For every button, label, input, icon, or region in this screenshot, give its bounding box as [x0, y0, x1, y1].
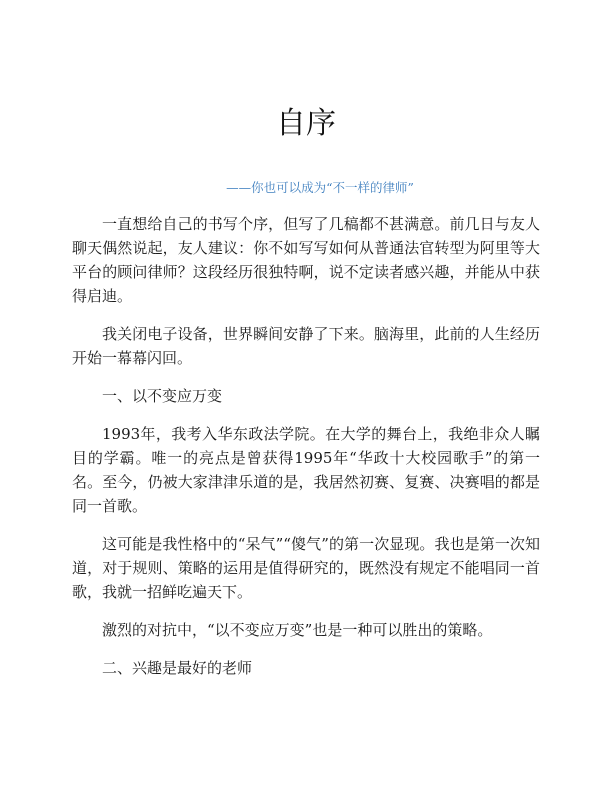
paragraph: 我关闭电子设备，世界瞬间安静了下来。脑海里，此前的人生经历开始一幕幕闪回。: [72, 325, 540, 367]
paragraph: 这可能是我性格中的“呆气”“傻气”的第一次显现。我也是第一次知道，对于规则、策略的运用是值得研究的，既然没有规定不能唱同一首歌，我就一招鲜吃遍天下。: [72, 535, 540, 601]
paragraph: 1993年，我考入华东政法学院。在大学的舞台上，我绝非众人瞩目的学霸。唯一的亮点是曾获得1995年“华政十大校园歌手”的第一名。至今，仍被大家津津乐道的是，我居然初赛、复赛、决赛唱的都是同一首歌。: [72, 425, 540, 515]
page-title: 自序: [276, 106, 336, 141]
subtitle: ——你也可以成为“不一样的律师”: [226, 180, 414, 195]
paragraph: 一直想给自己的书写个序，但写了几稿都不甚满意。前几日与友人聊天偶然说起，友人建议：你不如写写如何从普通法官转型为阿里等大平台的顾问律师？这段经历很独特啊，说不定读者感兴趣，并能从中获得启迪。: [72, 215, 540, 305]
section-heading: 一、以不变应万变: [102, 387, 223, 405]
section-heading: 二、兴趣是最好的老师: [102, 659, 253, 677]
paragraph: 激烈的对抗中，“以不变应万变”也是一种可以胜出的策略。: [102, 621, 493, 639]
document-body: [72, 212, 540, 694]
